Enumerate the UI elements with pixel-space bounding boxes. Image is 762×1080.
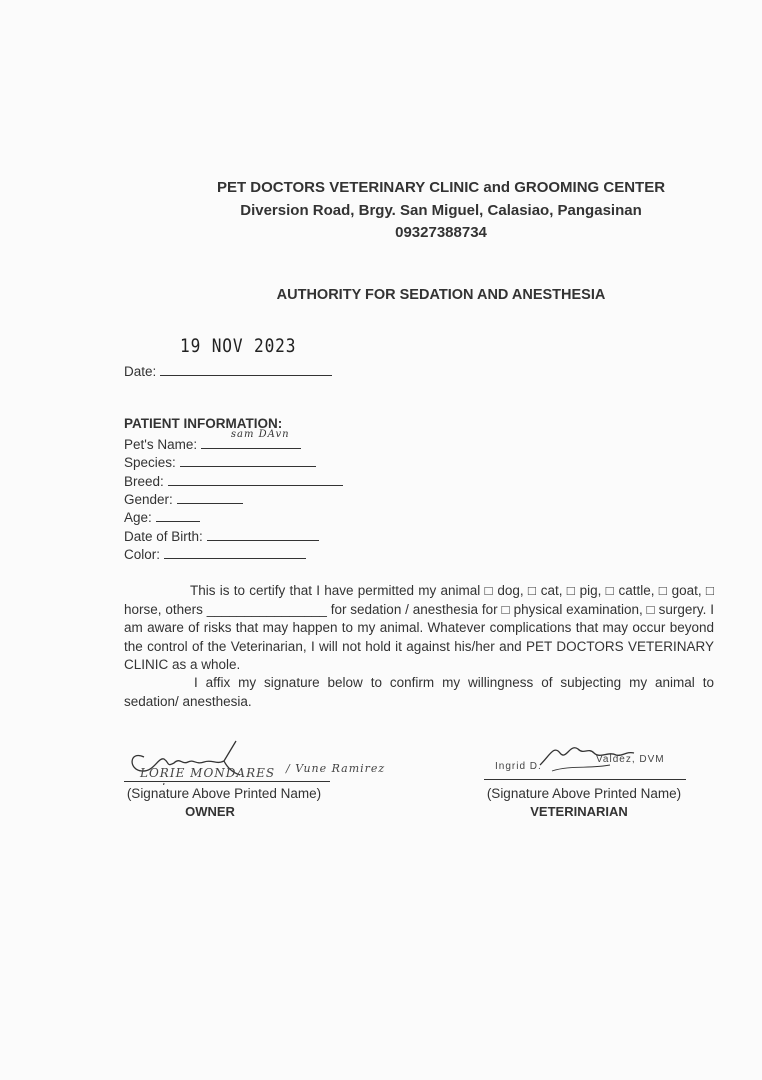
color-field [124,545,306,562]
breed-label: Breed: [124,474,164,489]
patient-info-heading: PATIENT INFORMATION: [124,416,283,431]
color-line [164,545,306,559]
color-label: Color: [124,547,161,562]
document-title: AUTHORITY FOR SEDATION AND ANESTHESIA [276,287,606,303]
clinic-address: Diversion Road, Brgy. San Miguel, Calasiao, Pangasinan [240,202,642,219]
dob-field [124,527,319,544]
owner-role: OWNER [185,804,235,819]
owner-extra-name: / Vune Ramirez [286,762,386,775]
pet-name-field [124,429,301,452]
pet-name-label: Pet's Name: [124,437,198,452]
date-line [160,362,332,376]
gender-label: Gender: [124,492,173,507]
affirmation-paragraph: I affix my signature below to confirm my willingness of subjecting my animal to sedation/ anesthesia. [124,675,714,709]
pet-name-line [201,429,301,449]
gender-field [124,490,243,507]
dob-line [207,527,319,541]
vet-role: VETERINARIAN [530,804,628,819]
owner-signature-line [124,781,330,782]
date-stamp: 19 NOV 2023 [180,335,297,357]
species-field [124,453,316,470]
species-line [180,453,316,467]
pet-name-value: sam DAvn [230,429,290,440]
owner-caption: (Signature Above Printed Name) [126,786,322,801]
clinic-phone: 09327388734 [395,224,487,241]
date-field [124,362,332,379]
age-label: Age: [124,510,152,525]
dob-label: Date of Birth: [124,529,203,544]
consent-paragraph: This is to certify that I have permitted my animal □ dog, □ cat, □ pig, □ cattle, □ goat, □ horse, others ________________ for sedation / anesthesia for □ physical examination, □ surgery. I am aware of risks that may happen to my animal. Whatever complications that may occur beyond the control of the Veterinarian, I will not hold it against his/her and PET DOCTORS VETERINARY CLINIC as a whole. [124,583,714,672]
date-label: Date: [124,364,157,379]
clinic-name: PET DOCTORS VETERINARY CLINIC and GROOMING CENTER [216,179,666,196]
owner-printed-name: LORIE MONDARES [140,766,276,780]
breed-field [124,472,343,489]
vet-caption: (Signature Above Printed Name) [486,786,682,801]
vet-printed-name: Ingrid D. [495,761,542,772]
age-line [156,508,200,522]
breed-line [168,472,343,486]
vet-name-suffix: Valdez, DVM [596,754,665,765]
gender-line [177,490,243,504]
vet-signature-line [484,779,686,780]
species-label: Species: [124,455,176,470]
age-field [124,508,200,525]
